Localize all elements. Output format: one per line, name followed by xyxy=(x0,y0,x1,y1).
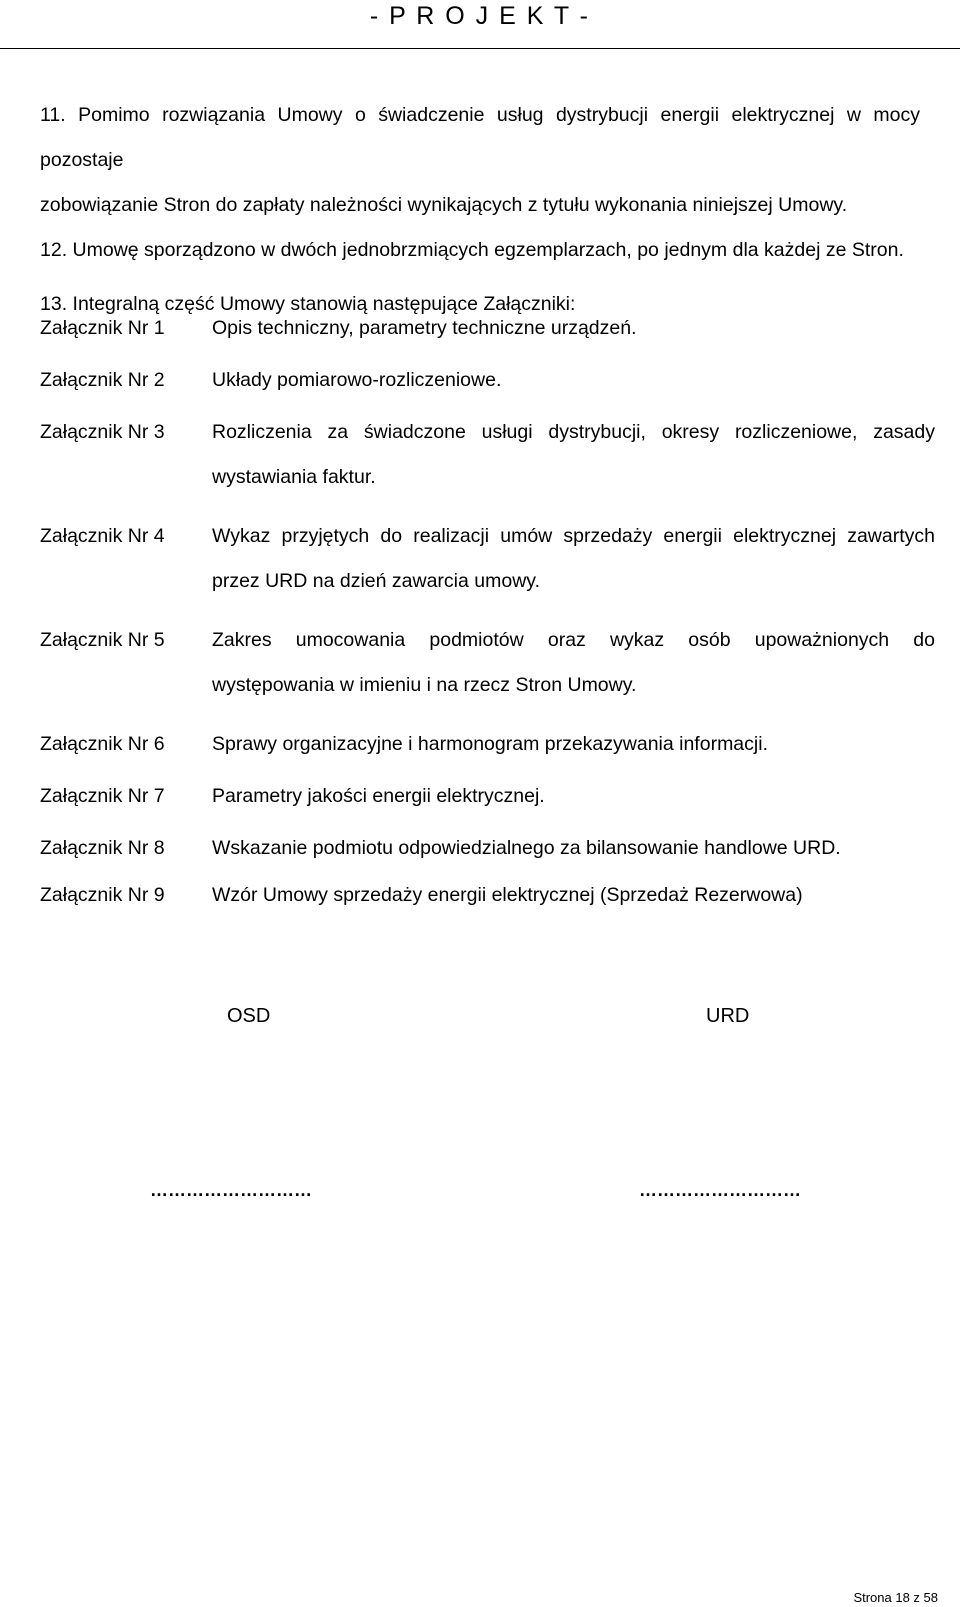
annex-label: Załącznik Nr 4 xyxy=(40,525,165,547)
clause-number: 12. xyxy=(40,239,68,261)
annex-label: Załącznik Nr 7 xyxy=(40,785,165,807)
annex-description-continued: wystawiania faktur. xyxy=(212,466,376,488)
annex-label: Załącznik Nr 1 xyxy=(40,317,165,339)
document-status-title: - P R O J E K T - xyxy=(369,2,590,30)
annex-description: Parametry jakości energii elektrycznej. xyxy=(212,785,545,807)
clauses-section xyxy=(40,93,920,327)
annex-description: Wykaz przyjętych do realizacji umów sprzedaży energii elektrycznej zawartych xyxy=(212,525,935,547)
annex-description: Sprawy organizacyjne i harmonogram przekazywania informacji. xyxy=(212,733,768,755)
clause-number: 11. xyxy=(40,104,66,126)
annex-description: Wzór Umowy sprzedaży energii elektrycznej (Sprzedaż Rezerwowa) xyxy=(212,884,803,906)
annex-description-continued: przez URD na dzień zawarcia umowy. xyxy=(212,570,541,592)
signature-label-osd: OSD xyxy=(227,1005,271,1027)
annex-row xyxy=(40,722,960,767)
annex-description: Opis techniczny, parametry techniczne urządzeń. xyxy=(212,317,637,339)
annex-description: Wskazanie podmiotu odpowiedzialnego za bilansowanie handlowe URD. xyxy=(212,837,841,859)
annex-list xyxy=(40,306,960,918)
annex-row xyxy=(40,873,960,918)
annex-row xyxy=(40,410,960,500)
annex-label: Załącznik Nr 2 xyxy=(40,369,165,391)
annex-label: Załącznik Nr 3 xyxy=(40,421,165,443)
annex-row xyxy=(40,358,960,403)
clause-text: Pomimo rozwiązania Umowy o świadczenie usług dystrybucji energii elektrycznej w mocy pozostaje xyxy=(40,104,921,171)
clause-12 xyxy=(40,228,920,273)
annex-label: Załącznik Nr 8 xyxy=(40,837,165,859)
clause-text: Integralną część Umowy stanowią następujące Załączniki: xyxy=(72,293,576,315)
signature-label-urd: URD xyxy=(706,1005,750,1027)
annex-description: Zakres umocowania podmiotów oraz wykaz osób upoważnionych do xyxy=(212,629,935,651)
annex-label: Załącznik Nr 6 xyxy=(40,733,165,755)
page-number: Strona 18 z 58 xyxy=(853,1590,938,1605)
annex-description-continued: występowania w imieniu i na rzecz Stron Umowy. xyxy=(212,674,637,696)
annex-row xyxy=(40,774,960,819)
page-header xyxy=(0,0,960,49)
annex-description: Układy pomiarowo-rozliczeniowe. xyxy=(212,369,502,391)
annex-row xyxy=(40,514,960,604)
clause-11 xyxy=(40,93,920,228)
signature-line-urd: ……………………… xyxy=(639,1180,801,1200)
annex-row xyxy=(40,826,960,871)
clause-number: 13. xyxy=(40,293,68,315)
annex-row xyxy=(40,618,960,708)
clause-text: Umowę sporządzono w dwóch jednobrzmiących egzemplarzach, po jednym dla każdej ze Stron. xyxy=(72,239,904,261)
annex-label: Załącznik Nr 5 xyxy=(40,629,165,651)
signature-line-osd: ……………………… xyxy=(150,1180,312,1200)
annex-label: Załącznik Nr 9 xyxy=(40,884,165,906)
clause-text-continued: zobowiązanie Stron do zapłaty należności wynikających z tytułu wykonania niniejszej Umowy. xyxy=(40,194,848,216)
annex-description: Rozliczenia za świadczone usługi dystrybucji, okresy rozliczeniowe, zasady xyxy=(212,421,935,443)
annex-row xyxy=(40,306,960,351)
